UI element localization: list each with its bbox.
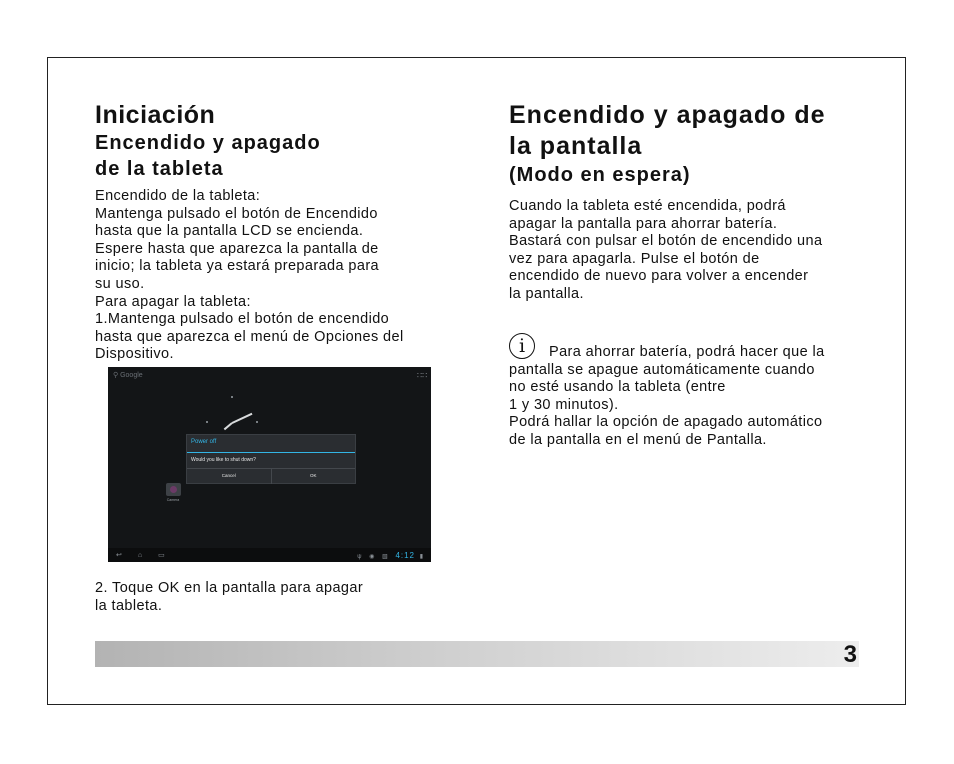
ok-button[interactable]: OK [271, 469, 356, 484]
text-line: 1 y 30 minutos). [509, 396, 619, 413]
text-line: Bastará con pulsar el botón de encendido una [509, 233, 823, 250]
status-clock: 4:12 [395, 551, 416, 560]
text-line: Para ahorrar batería, podrá hacer que la [549, 344, 825, 360]
clock-tick [256, 421, 258, 423]
search-area [113, 371, 143, 379]
text-line: apagar la pantalla para ahorrar batería. [509, 215, 778, 232]
sd-card-icon: ▧ [382, 554, 391, 560]
dialog-button-row [187, 468, 355, 484]
left-column [95, 100, 445, 364]
nav-buttons [116, 551, 181, 559]
back-icon[interactable]: ↩ [116, 552, 138, 559]
usb-icon: ψ [357, 554, 365, 560]
text-line: de la pantalla en el menú de Pantalla. [509, 431, 767, 448]
camera-app-shortcut[interactable] [162, 483, 184, 502]
section-title-line-1: Encendido y apagado de [509, 101, 826, 129]
dialog-divider [187, 452, 355, 453]
text-line: Espere hasta que aparezca la pantalla de [95, 240, 379, 257]
section-title-line-2: la pantalla [509, 132, 643, 160]
text-line: no esté usando la tableta (entre [509, 379, 726, 396]
text-line: Podrá hallar la opción de apagado automático [509, 414, 823, 431]
text-line: Mantenga pulsado el botón de Encendido [95, 205, 378, 222]
tablet-screenshot [108, 367, 431, 562]
text-line: Para apagar la tableta: [95, 293, 251, 310]
text-line: la pantalla. [509, 285, 584, 302]
footer-bar [95, 641, 859, 667]
section-subtitle-line-2: de la tableta [95, 158, 224, 180]
apps-grid-icon: ∷∷ [417, 371, 428, 380]
text-line: Cuando la tableta esté encendida, podrá [509, 198, 786, 214]
step-two-text [95, 580, 425, 615]
clock-hour-hand [224, 422, 233, 430]
text-line: hasta que la pantalla LCD se encienda. [95, 223, 364, 240]
text-line: vez para apagarla. Pulse el botón de [509, 250, 760, 267]
battery-icon: ▮ [419, 554, 426, 560]
text-line: su uso. [95, 275, 145, 292]
status-area [357, 551, 426, 560]
cancel-button[interactable]: Cancel [221, 473, 236, 478]
app-label: Camera [166, 498, 180, 502]
section-subtitle: (Modo en espera) [509, 164, 691, 186]
info-icon: i [509, 333, 535, 359]
standby-instructions [509, 198, 869, 304]
system-bar [108, 548, 431, 562]
text-line: 1.Mantenga pulsado el botón de encendido [95, 311, 390, 328]
search-label: Google [120, 372, 143, 379]
text-line: 2. Toque OK en la pantalla para apagar [95, 580, 364, 596]
section-title: Iniciación [95, 101, 216, 129]
text-line: Dispositivo. [95, 346, 174, 363]
text-line: Encendido de la tableta: [95, 188, 261, 204]
camera-icon [166, 483, 181, 496]
text-line: pantalla se apague automáticamente cuando [509, 361, 815, 378]
page-number: 3 [843, 641, 857, 668]
home-icon[interactable]: ⌂ [137, 552, 159, 559]
search-icon: ⚲ [113, 372, 119, 379]
tip-text [509, 344, 869, 450]
clock-minute-hand [232, 413, 253, 424]
clock-tick [206, 421, 208, 423]
dialog-message: Would you like to shut down? [191, 457, 256, 463]
dialog-title: Power off [191, 439, 217, 445]
text-line: la tableta. [95, 597, 163, 614]
text-line: inicio; la tableta ya estará preparada para [95, 258, 380, 275]
power-off-dialog [186, 434, 356, 484]
clock-tick [231, 396, 233, 398]
power-instructions [95, 188, 445, 364]
section-subtitle-line-1: Encendido y apagado [95, 132, 321, 154]
android-icon: ◉ [369, 554, 378, 560]
text-line: encendido de nuevo para volver a encender [509, 268, 809, 285]
recent-apps-icon[interactable]: ▭ [158, 552, 181, 559]
right-column [509, 100, 869, 304]
text-line: hasta que aparezca el menú de Opciones del [95, 328, 404, 345]
